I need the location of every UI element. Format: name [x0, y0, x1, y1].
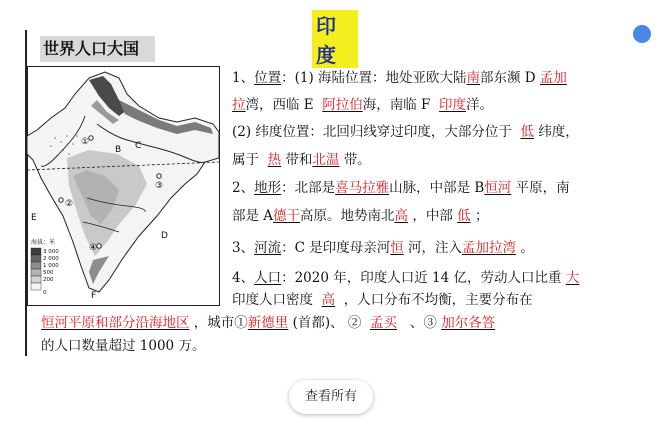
legend-value: 3 000	[43, 249, 59, 255]
s4-line3: 恒河平原和部分沿海地区 ，城市①新德里 (首都)、 ② 孟买 、③ 加尔各答	[41, 315, 496, 331]
s1-line2: 拉湾，西临 E 阿拉伯海，南临 F 印度洋。	[232, 97, 494, 113]
s4-line1: 4、人口：2020 年，印度人口近 14 亿，劳动人口比重 大	[232, 270, 580, 286]
legend-value: 200	[43, 277, 54, 283]
india-map	[27, 66, 220, 306]
map-label-1: ①	[81, 137, 90, 147]
lesson-title: 印度	[312, 10, 358, 68]
s1-line3: (2) 纬度位置：北回归线穿过印度，大部分位于 低 纬度，	[232, 124, 579, 140]
map-label-f: F	[91, 291, 97, 301]
s1-line1: 1、位置：(1) 海陆位置：地处亚欧大陆南部东濒 D 孟加	[232, 70, 567, 86]
legend-value: 2 000	[43, 256, 59, 262]
legend-title: 海拔：米	[31, 239, 56, 246]
map-label-d: D	[161, 231, 168, 241]
s1-line4: 属于 热 带和北温 带。	[232, 152, 371, 168]
side-handle-icon[interactable]	[633, 25, 651, 43]
s4-line2: 印度人口密度 高 ，人口分布不均衡，主要分布在	[232, 292, 533, 308]
s2-line2: 部是 A德干高原。地势南北高 ，中部 低 ；	[232, 208, 489, 224]
s4-line4: 的人口数量超过 1000 万。	[41, 338, 206, 354]
legend-value: 1 000	[43, 263, 59, 269]
legend-value: 500	[43, 270, 54, 276]
legend-value: 0	[43, 290, 47, 296]
map-label-2: ②	[65, 199, 74, 209]
s3-line1: 3、河流：C 是印度母亲河恒 河，注入孟加拉湾 。	[232, 240, 534, 256]
view-all-button[interactable]: 查看所有	[289, 380, 373, 414]
map-label-4: ④	[89, 243, 98, 253]
s2-line1: 2、地形：北部是喜马拉雅山脉，中部是 B恒河 平原，南	[232, 180, 570, 196]
map-label-b: B	[115, 145, 122, 155]
lesson-title-banner	[312, 14, 358, 67]
map-label-3: ③	[155, 181, 164, 191]
map-label-c: C	[135, 141, 142, 151]
map-label-e: E	[31, 213, 37, 223]
section-heading: 世界人口大国	[40, 36, 155, 62]
